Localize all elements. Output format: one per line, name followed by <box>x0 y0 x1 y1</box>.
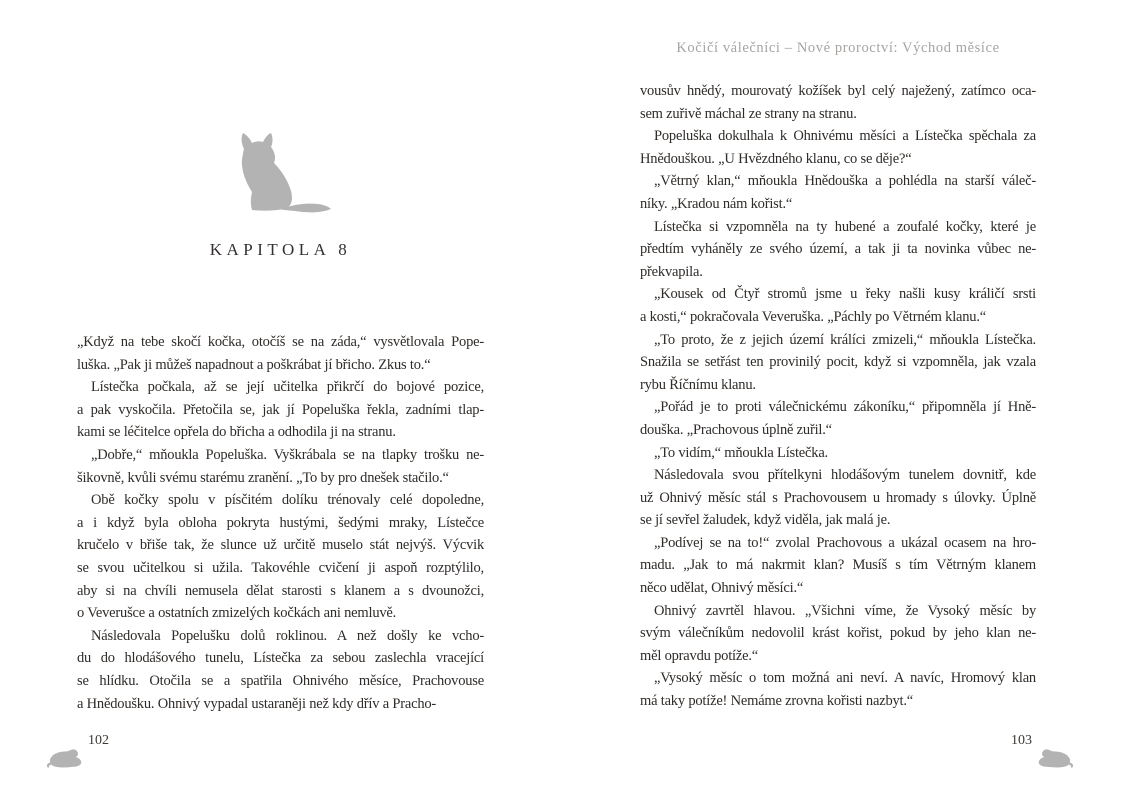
paragraph <box>640 125 1036 170</box>
page-number-left: 102 <box>88 733 109 748</box>
text-line: „Vysoký měsíc o tom možná ani neví. A navíc, Hromový klan <box>654 670 1036 687</box>
text-line: Následovala Popelušku dolů roklinou. A než došly ke vcho- <box>91 627 484 644</box>
paragraph <box>77 489 484 625</box>
cat-silhouette-icon <box>77 133 484 218</box>
text-line: Hnědouškou. „U Hvězdného klanu, co se děje?“ <box>640 150 912 167</box>
text-line: „Kousek od Čtyř stromů jsme u řeky našli kusy králičí srsti <box>654 286 1036 303</box>
text-line: madu. „Jak to má nakrmit klan? Musíš s tím Větrným klanem <box>640 557 1036 574</box>
paragraph <box>640 329 1036 397</box>
text-line: kručelo v břiše tak, že slunce už určitě muselo stát nejvýš. Výcvik <box>77 537 484 554</box>
text-line: o Veverušce a ostatních zmizelých kočkách ani nemluvě. <box>77 605 397 622</box>
text-line: překvapila. <box>640 263 703 280</box>
text-line: níky. „Kradou nám kořist.“ <box>640 195 793 212</box>
paragraph <box>77 376 484 444</box>
text-line: a kosti,“ pokračovala Veveruška. „Páchly po Větrném klanu.“ <box>640 308 987 325</box>
text-line: du do hlodášového tunelu, Lístečka za sebou zaslechla vracející <box>77 650 484 667</box>
running-head: Kočičí válečníci – Nové proroctví: Východ měsíce <box>676 40 1000 56</box>
text-line: a i když byla obloha pokryta hustými, šedými mraky, Lístečce <box>77 514 484 531</box>
text-line: aby si na chvíli nemusela dělat starosti s klanem a s dvounožci, <box>77 582 484 599</box>
text-line: Obě kočky spolu v písčitém dolíku trénovaly celé dopoledne, <box>91 492 484 509</box>
mouse-icon-right <box>1036 747 1074 769</box>
paragraph <box>640 396 1036 441</box>
text-line: Lístečka počkala, až se její učitelka přikrčí do bojové pozice, <box>91 379 484 396</box>
paragraph <box>640 80 1036 125</box>
text-line: „To vidím,“ mňoukla Lístečka. <box>654 444 828 461</box>
text-line: „Pořád je to proti válečnickému zákoníku,“ připomněla jí Hně- <box>654 399 1036 416</box>
paragraph <box>77 331 484 376</box>
mouse-icon-left <box>46 747 84 769</box>
text-line: douška. „Prachovous úplně zuřil.“ <box>640 421 832 438</box>
text-line: svým válečníkům nedovolil krást kořist, pokud by jeho klan ne- <box>640 625 1036 642</box>
text-line: se jí sevřel žaludek, když viděla, jak malá je. <box>640 512 891 529</box>
paragraph <box>640 667 1036 712</box>
paragraph <box>640 170 1036 215</box>
paragraph <box>77 625 484 715</box>
text-line: se hlídku. Otočila se a spatřila Ohnivého měsíce, Prachovouse <box>77 672 484 689</box>
text-line: Následovala svou přítelkyni hlodášovým tunelem dovnitř, kde <box>654 467 1036 484</box>
text-line: předtím vyháněly ze svého území, a tak ji ta novinka vůbec ne- <box>640 241 1036 258</box>
text-line: „To proto, že z jejich území králíci zmizeli,“ mňoukla Lístečka. <box>654 331 1036 348</box>
paragraph <box>640 532 1036 600</box>
text-line: „Dobře,“ mňoukla Popeluška. Vyškrábala se na tlapky trošku ne- <box>91 446 484 463</box>
text-line: „Podívej se na to!“ zvolal Prachovous a ukázal ocasem na hro- <box>654 534 1036 551</box>
paragraph <box>640 600 1036 668</box>
right-page-text <box>640 80 1036 713</box>
chapter-title: KAPITOLA 8 <box>209 240 352 259</box>
text-line: „Když na tebe skočí kočka, otočíš se na záda,“ vysvětlovala Pope- <box>77 334 484 350</box>
text-line: se svou učitelkou si užila. Takovéhle cvičení ji aspoň rozptýlilo, <box>77 559 484 576</box>
left-page-text <box>77 331 484 715</box>
paragraph <box>640 442 1036 465</box>
paragraph <box>77 444 484 489</box>
text-line: Ohnivý zavrtěl hlavou. „Všichni víme, že Vysoký měsíc by <box>654 602 1036 619</box>
text-line: Lístečka si vzpomněla na ty hubené a zoufalé kočky, které je <box>654 218 1036 235</box>
text-line: rybu Říčnímu klanu. <box>640 376 756 393</box>
text-line: Snažila se setřást ten provinilý pocit, když si vzpomněla, jak vzala <box>640 354 1036 371</box>
text-line: luška. „Pak ji můžeš napadnout a poškrábat jí břicho. Zkus to.“ <box>77 356 431 373</box>
page-number-right: 103 <box>1011 733 1032 748</box>
paragraph <box>640 464 1036 532</box>
text-line: a Hnědoušku. Ohnivý vypadal ustaraněji než kdy dřív a Pracho- <box>77 695 437 712</box>
text-line: a pak vyskočila. Přetočila se, jak jí Popeluška řekla, zadními tlap- <box>77 401 484 418</box>
text-line: kami se léčitelce opřela do břicha a odhodila ji na stranu. <box>77 424 396 441</box>
text-line: už Ohnivý měsíc stál s Prachovousem u hromady s úlovky. Úplně <box>640 489 1036 506</box>
text-line: „Větrný klan,“ mňoukla Hnědouška a pohlédla na starší váleč- <box>654 173 1036 190</box>
paragraph <box>640 283 1036 328</box>
text-line: něco udělat, Ohnivý měsíci.“ <box>640 580 804 597</box>
paragraph <box>640 216 1036 284</box>
text-line: šikovně, kvůli svému starému zranění. „To by pro dnešek stačilo.“ <box>77 469 449 486</box>
text-line: Popeluška dokulhala k Ohnivému měsíci a Lístečka spěchala za <box>654 128 1036 145</box>
text-line: vousův hnědý, mourovatý kožíšek byl celý naježený, zatímco oca- <box>640 83 1036 99</box>
text-line: má taky potíže! Nemáme zrovna kořisti nazbyt.“ <box>640 693 914 710</box>
text-line: měl opravdu potíže.“ <box>640 647 758 664</box>
text-line: sem zuřivě máchal ze strany na stranu. <box>640 105 857 122</box>
